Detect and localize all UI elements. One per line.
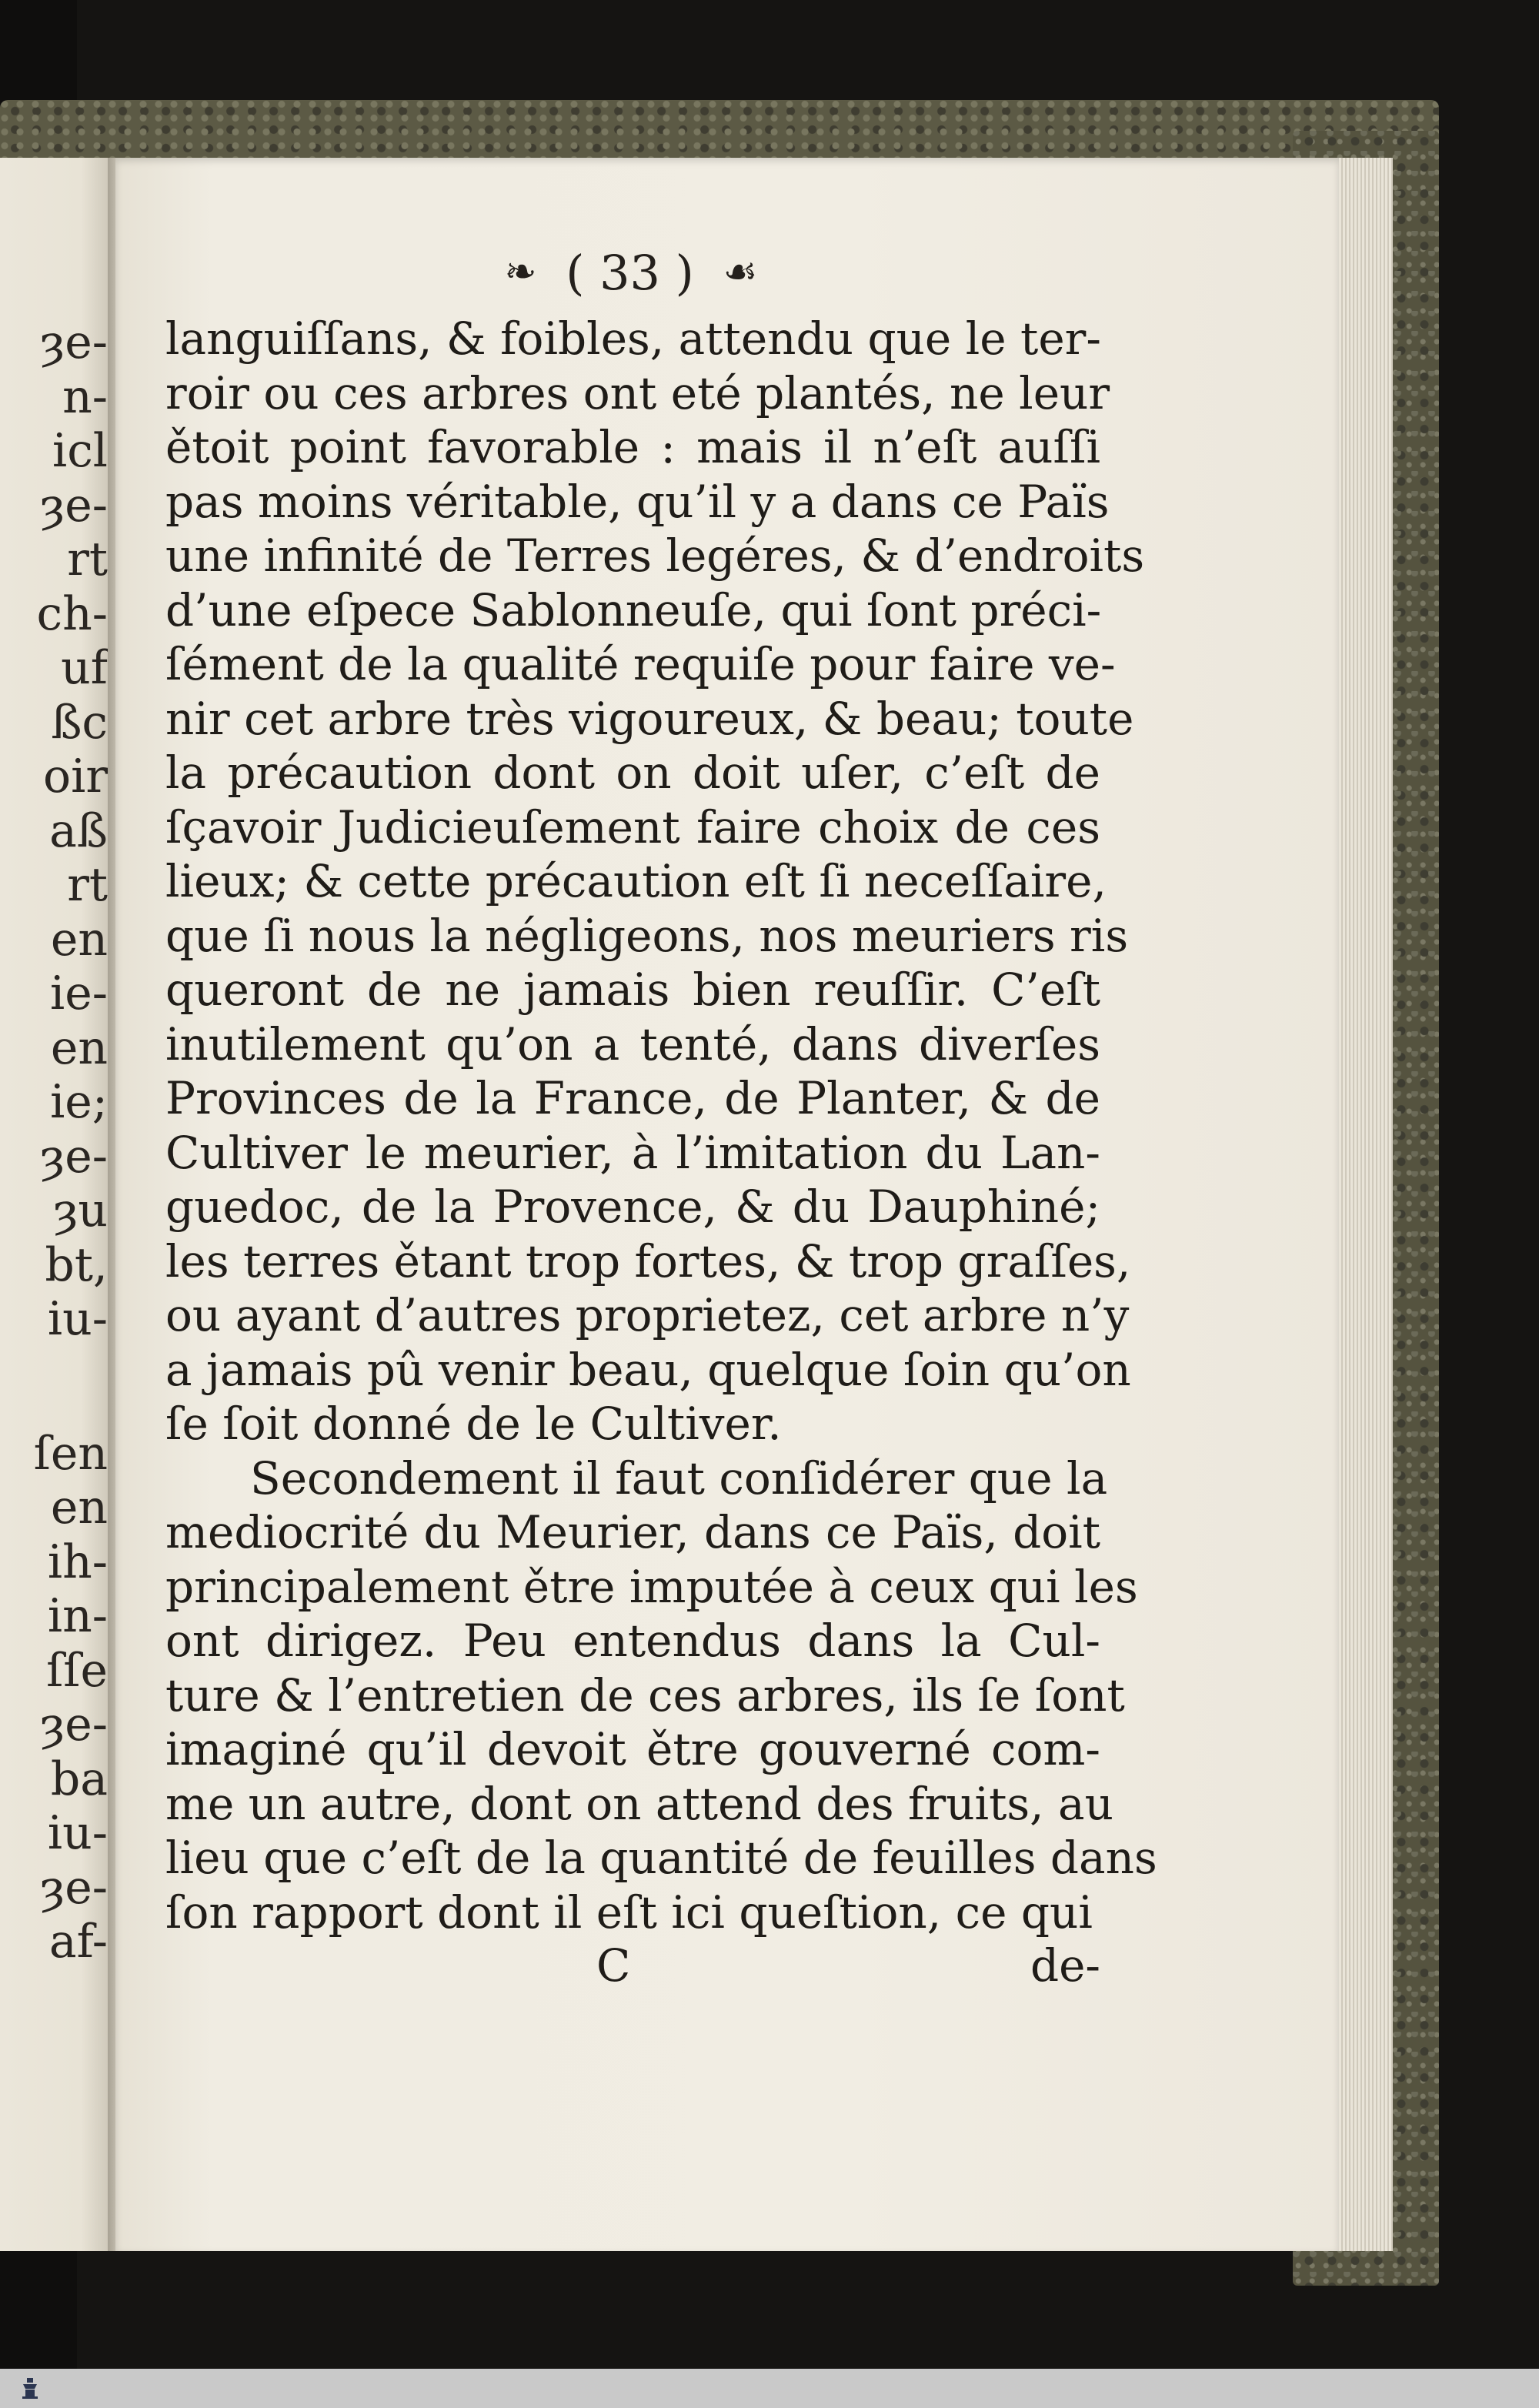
library-logo-icon bbox=[17, 2375, 43, 2401]
left-fragment: af- bbox=[48, 1915, 108, 1969]
left-fragment: ſen bbox=[33, 1426, 108, 1481]
left-page-text-fragments bbox=[0, 316, 108, 1969]
left-fragment: oir bbox=[43, 750, 108, 803]
text-line: ſçavoir Judicieuſement faire choix de ces bbox=[165, 800, 1100, 853]
left-fragment: rt bbox=[67, 858, 108, 912]
left-fragment: icl bbox=[52, 424, 108, 478]
text-line: inutilement qu’on a tenté, dans diverſes bbox=[165, 1017, 1100, 1070]
text-line: ou ayant d’autres proprietez, cet arbre n’y bbox=[165, 1289, 1130, 1341]
text-line: lieux; & cette précaution eſt ſi neceſſaire, bbox=[165, 855, 1107, 907]
text-line: lieu que c’eſt de la quantité de feuilles dans bbox=[165, 1832, 1157, 1884]
text-line: me un autre, dont on attend des fruits, au bbox=[165, 1777, 1113, 1830]
catchword: de- bbox=[1030, 1939, 1100, 1992]
left-fragment: n- bbox=[62, 369, 108, 424]
left-fragment: ßc bbox=[51, 695, 108, 750]
text-line: principalement ětre imputée à ceux qui les bbox=[165, 1560, 1138, 1613]
left-fragment: bt, bbox=[45, 1237, 108, 1292]
left-fragment: ie; bbox=[50, 1075, 108, 1129]
text-line: ſe ſoit donné de le Cultiver. bbox=[165, 1398, 782, 1450]
cover-top-edge bbox=[0, 100, 1439, 162]
text-line: a jamais pû venir beau, quelque ſoin qu’on bbox=[165, 1343, 1131, 1396]
text-line: ture & l’entretien de ces arbres, ils ſe ſont bbox=[165, 1668, 1125, 1722]
text-line: nir cet arbre très vigoureux, & beau; toute bbox=[165, 692, 1134, 745]
text-line: pas moins véritable, qu’il y a dans ce Païs bbox=[165, 475, 1110, 528]
text-line: ſément de la qualité requiſe pour faire ve- bbox=[165, 638, 1116, 690]
left-fragment: uf bbox=[61, 641, 108, 695]
left-ornament-icon: ❧ bbox=[504, 249, 537, 294]
left-fragment: iu- bbox=[47, 1806, 108, 1860]
left-fragment: in- bbox=[47, 1589, 108, 1643]
page-edges bbox=[1335, 158, 1393, 2251]
left-fragment: ȝe- bbox=[40, 316, 108, 369]
left-fragment: ȝe- bbox=[40, 1129, 108, 1184]
text-line: guedoc, de la Provence, & du Dauphiné; bbox=[165, 1181, 1100, 1233]
left-fragment: ȝe- bbox=[40, 478, 108, 533]
text-line: ſon rapport dont il eſt ici queſtion, ce qui bbox=[165, 1885, 1093, 1939]
text-line: ont dirigez. Peu entendus dans la Cul- bbox=[165, 1615, 1100, 1667]
text-line: une infinité de Terres legéres, & d’endroits bbox=[165, 529, 1145, 582]
left-fragment: rt bbox=[67, 533, 108, 586]
text-line: Cultiver le meurier, à l’imitation du Lan- bbox=[165, 1126, 1100, 1179]
left-fragment: ih- bbox=[47, 1535, 108, 1589]
left-fragment: aß bbox=[49, 803, 108, 858]
text-line: Provinces de la France, de Planter, & de bbox=[165, 1072, 1100, 1124]
text-line: ětoit point favorable : mais il n’eſt auſſi bbox=[165, 421, 1100, 473]
right-ornament-icon: ☙ bbox=[723, 249, 758, 294]
text-line: que ſi nous la négligeons, nos meuriers ris bbox=[165, 909, 1129, 962]
page-footer bbox=[165, 1939, 1100, 2001]
text-line: queront de ne jamais bien reuſſir. C’eſt bbox=[165, 964, 1100, 1016]
text-line: mediocrité du Meurier, dans ce Païs, doit bbox=[165, 1506, 1100, 1558]
left-fragment: en bbox=[50, 1481, 108, 1535]
running-head bbox=[416, 245, 846, 306]
viewer-bottom-bar bbox=[0, 2369, 1539, 2408]
text-line: Secondement il faut conſidérer que la bbox=[250, 1451, 1108, 1505]
text-line: roir ou ces arbres ont eté plantés, ne leur bbox=[165, 366, 1110, 419]
text-line: la précaution dont on doit uſer, c’eſt de bbox=[165, 746, 1100, 799]
left-fragment: ie- bbox=[50, 967, 108, 1020]
left-fragment: ch- bbox=[36, 586, 108, 641]
left-fragment: ȝu bbox=[54, 1184, 108, 1237]
left-fragment: ſſe bbox=[46, 1643, 108, 1698]
text-line: d’une eſpece Sablonneuſe, qui ſont préci- bbox=[165, 583, 1102, 636]
text-line: les terres ětant trop fortes, & trop graſſes, bbox=[165, 1234, 1131, 1287]
left-fragment: en bbox=[50, 912, 108, 967]
left-fragment: ȝe- bbox=[40, 1698, 108, 1752]
text-line: imaginé qu’il devoit ětre gouverné com- bbox=[165, 1723, 1100, 1775]
body-text bbox=[165, 312, 1157, 1939]
left-fragment: en bbox=[50, 1020, 108, 1075]
signature-mark: C bbox=[596, 1939, 631, 1992]
left-fragment bbox=[0, 1347, 108, 1427]
left-fragment: ba bbox=[50, 1752, 108, 1806]
left-fragment: iu- bbox=[47, 1292, 108, 1346]
text-line: languiſſans, & foibles, attendu que le ter- bbox=[165, 312, 1101, 365]
left-fragment: ȝe- bbox=[40, 1860, 108, 1915]
page-number: ( 33 ) bbox=[566, 245, 694, 301]
